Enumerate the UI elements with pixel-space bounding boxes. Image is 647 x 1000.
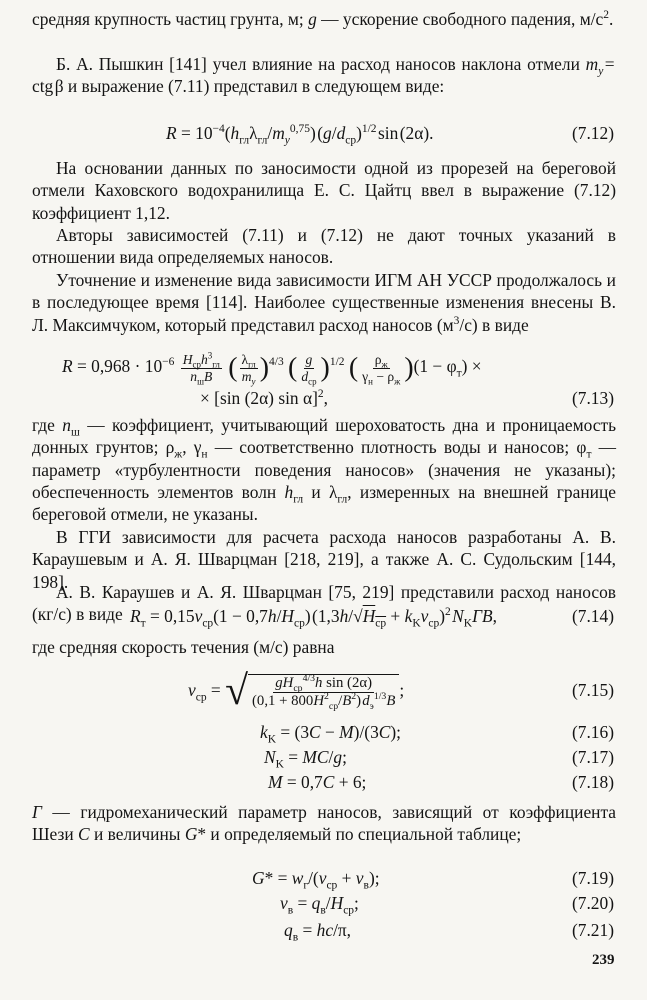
paragraph-4: Авторы зависимостей (7.11) и (7.12) не дают точных указаний в отношении вида определяемых наносов. <box>32 225 616 268</box>
equation-number: (7.21) <box>571 920 614 940</box>
paragraph-1: средняя крупность частиц грунта, м; g — ускорение свободного падения, $м/с^2$. <box>32 9 614 29</box>
equation-number: (7.20) <box>571 893 614 913</box>
equation-7-19: $G* = w_г/(v_{ср} + v_в)$; (7.19) <box>252 868 614 892</box>
paragraph-3: На основании данных по заносимости одной из прорезей на береговой отмели Каховского водохранилища Е. С. Цайтц ввел в выражение (7.12) коэффициент 1,12. <box>32 158 616 223</box>
equation-7-13-line-2: × [sin (2α) sin α]$^2$, (7.13) <box>200 388 614 408</box>
equation-number: (7.16) <box>571 722 614 742</box>
equation-7-14: $R_т = 0,15v_{ср}(1 - 0,7h/H_{ср})$ $(1,3h/√H_{ср} + k_Kv_{ср})^2$ $N_KГB$, (7.14) <box>130 606 614 630</box>
equation-number: (7.18) <box>571 772 614 792</box>
equation-number: (7.12) <box>571 123 614 143</box>
page-number: 239 <box>592 952 615 968</box>
paragraph-5: Уточнение и изменение вида зависимости ИГМ АН УССР продолжалось и в последующее время [114]. Наиболее существенные изменения внесены В. Л. Максимчуком, который представил расход наносов $(м^3/с)$ в виде <box>32 270 616 335</box>
paragraph-7: В ГГИ зависимости для расчета расхода наносов разработаны А. В. Караушевым и А. Я. Шварцман [218, 219], а также А. С. Судольским [144, 198]. <box>32 527 616 592</box>
equation-7-21: $q_в = hc/\pi$, (7.21) <box>284 920 614 944</box>
equation-number: (7.19) <box>571 868 614 888</box>
paragraph-2: Б. А. Пышкин [141] учел влияние на расход наносов наклона отмели $m_y$ = ctg β и выражение (7.11) представил в следующем виде: <box>32 54 616 97</box>
paragraph-9: где средняя скорость течения (м/с) равна <box>32 637 335 657</box>
equation-7-17: $N_K = MC/g$; (7.17) <box>264 747 614 771</box>
equation-number: (7.15) <box>571 680 614 700</box>
equation-7-20: $v_в = q_в/H_{ср}$; (7.20) <box>280 893 614 917</box>
equation-7-12: $R = 10^{-4}(h_{гл}\lambda_{гл}/m_y^{0,75})$ $(g/d_{ср})^{1/2}$ sin (2α). (7.12) <box>166 123 614 147</box>
paragraph-6: где $n_ш$ — коэффициент, учитывающий шероховатость дна и проницаемость донных грунтов; $\rho_ж$, $\gamma_н$ — соответственно плотность воды и наносов; $\varphi_т$ — параметр «турбулентности поведения наносов» (значения не указаны); обеспеченность элементов волн $h_{гл}$ и $\lambda_{гл}$, измеренных на внешней границе береговой отмели, не указаны. <box>32 415 617 525</box>
equation-number: (7.14) <box>571 606 614 626</box>
equation-number: (7.13) <box>571 388 614 408</box>
equation-7-15: $v_{ср}$ = √ $\frac{gH_{ср}^{4/3}h \sin (2\alpha)}{(0,1 + 800H^2_{ср}/B^2) d_э^{1/3}B}$ ; (7.15) <box>32 662 616 718</box>
equation-7-16: $k_K = (3C - M)/(3C)$; (7.16) <box>260 722 614 746</box>
paragraph-10: Г — гидромеханический параметр наносов, зависящий от коэффициента Шези C и величины G* и определяемый по специальной таблице; <box>32 802 616 845</box>
paragraph-8: А. В. Караушев и А. Я. Шварцман [75, 219] представили расход наносов (кг/с) в виде <box>32 582 616 625</box>
equation-7-18: M = 0,7C + 6; (7.18) <box>268 772 614 792</box>
equation-number: (7.17) <box>571 747 614 767</box>
equation-7-13-line-1: $R = 0,968 \cdot 10^{-6}$ $\frac{H_{ср}h^3_{гл}}{n_шB}$ ( $\frac{\lambda_{гл}}{m_y}$ )$^{4/3}$ ( $\frac{g}{d_{ср}}$ )$^{1/2}$ ( $\frac{\rho_ж}{\gamma_н - \rho_ж}$ )$(1 - \varphi_т)$ × <box>62 350 482 387</box>
